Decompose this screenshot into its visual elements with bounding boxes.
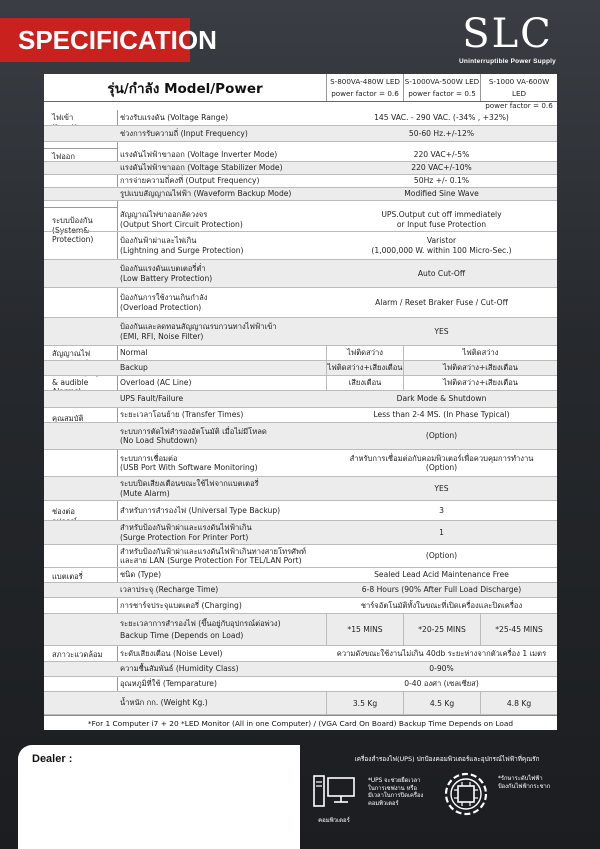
row-label xyxy=(118,523,326,542)
label-th: ระบบการเชื่อมต่อ xyxy=(120,453,178,463)
row-label: เวลาประจุ (Recharge Time) xyxy=(120,585,219,595)
row-value: Modified Sine Wave xyxy=(404,189,479,199)
row-printer xyxy=(44,521,557,545)
label-en: (Mute Alarm) xyxy=(120,488,170,498)
row-value: 50Hz +/- 0.1% xyxy=(413,176,470,186)
row-emi xyxy=(44,318,557,346)
cell-model-2-3: ไฟติดสว่าง+เสียงเตือน xyxy=(403,376,557,390)
model-name: S-1000VA-500W LED xyxy=(404,77,480,86)
row-value: ชาร์จอัตโนมัติทั้งในขณะที่เปิดเครื่องและปิดเครื่อง xyxy=(360,600,523,610)
row-label: ระยะเวลาโอนย้าย (Transfer Times) xyxy=(120,410,244,420)
category-protection: ระบบป้องกัน (System& Protection) xyxy=(44,208,118,420)
row-label: UPS Fault/Failure xyxy=(120,394,184,404)
row-overload xyxy=(44,288,557,318)
row-backup-time xyxy=(44,614,557,646)
row-label: ความชื้นสัมพันธ์ (Humidity Class) xyxy=(120,664,239,674)
cell-model-1: ไฟติดสว่าง+เสียงเตือน xyxy=(326,361,403,375)
row-lightning xyxy=(44,232,557,260)
spec-table xyxy=(44,74,557,730)
row-value: Auto Cut-Off xyxy=(417,268,466,278)
row-value: Less than 2-4 MS. (In Phase Typical) xyxy=(373,410,510,420)
row-value: 50-60 Hz.+/-12% xyxy=(408,128,475,138)
cell-model-1: *15 MINS xyxy=(326,614,403,645)
row-transfer xyxy=(44,408,557,423)
row-value xyxy=(326,210,557,229)
row-label: อุณหภูมิที่ใช้ (Temparature) xyxy=(120,679,217,689)
row-no-load xyxy=(44,423,557,450)
row-output-frequency xyxy=(44,175,557,188)
cell-model-1: 3.5 Kg xyxy=(326,692,403,714)
label-th: ระยะเวลาการสำรองไฟ (ขึ้นอยู่กับอุปกรณ์ต่อพ่วง) xyxy=(120,618,281,628)
value-line: or Input fuse Protection xyxy=(396,219,487,229)
model-pf: power factor = 0.6 xyxy=(331,89,399,98)
value-line: Varistor xyxy=(426,236,457,245)
row-value: 0-40 องศา (เซลเซียส) xyxy=(404,679,479,689)
row-battery-type xyxy=(44,568,557,583)
category-input: ไฟเข้า xyxy=(44,110,118,149)
row-value: 1 xyxy=(439,527,444,537)
model-name: S-1000 VA-600W LED xyxy=(488,77,550,98)
row-label: ช่วงการรับความถี่ (Input Frequency) xyxy=(120,128,248,138)
ups-note: เครื่องสำรองไฟ(UPS) ปกป้องคอมพิวเตอร์และอุปกรณ์ไฟฟ้าที่คุณรัก xyxy=(354,755,540,763)
row-input-frequency xyxy=(44,126,557,142)
row-mute xyxy=(44,477,557,501)
label-th: สำหรับป้องกันฟ้าผ่าและแรงดันไฟฟ้าเกิน xyxy=(120,523,252,532)
row-charging xyxy=(44,598,557,614)
row-tel-lan xyxy=(44,545,557,568)
row-value: Dark Mode & Shutdown xyxy=(396,394,487,404)
logo-tagline: Uninterruptible Power Supply xyxy=(459,58,556,65)
logo-mark: SLC xyxy=(462,11,553,57)
row-value: Sealed Lead Acid Maintenance Free xyxy=(374,570,509,580)
row-label: น้ำหนัก กก. (Weight Kg.) xyxy=(120,698,208,708)
row-label xyxy=(118,322,326,341)
row-label: ช่วงรับแรงดัน (Voltage Range) xyxy=(120,112,229,122)
row-humidity xyxy=(44,662,557,677)
row-value: 220 VAC+/-10% xyxy=(411,163,472,173)
label-en: (No Load Shutdown) xyxy=(120,436,198,445)
category-display: สัญญาณไฟ & audible xyxy=(44,346,118,408)
chip-gear-icon-graphic xyxy=(440,768,492,820)
value-line: สำหรับการเชื่อมต่อกับคอมพิวเตอร์เพื่อควบคุมการทำงาน xyxy=(349,453,534,463)
category-battery: แบตเตอรี่ xyxy=(44,568,118,614)
row-label: Backup xyxy=(120,363,148,373)
row-backup xyxy=(44,361,557,376)
row-value: YES xyxy=(434,326,449,336)
label-th: ป้องกันฟ้าผ่าและไฟเกิน xyxy=(120,236,197,245)
row-value: 0-90% xyxy=(429,664,454,674)
row-label: การจ่ายความถี่คงที่ (Output Frequency) xyxy=(120,176,260,186)
label-th: ระบบปิดเสียงเตือนขณะใช้ไฟจากแบตเตอรี่ xyxy=(120,479,259,488)
cell-model-1: เสียงเตือน xyxy=(326,376,403,390)
row-value: 6-8 Hours (90% After Full Load Discharge) xyxy=(361,585,522,595)
brand-logo xyxy=(459,10,556,65)
row-usb xyxy=(44,450,557,477)
row-label xyxy=(118,427,326,446)
row-label xyxy=(118,619,326,641)
row-value: (Option) xyxy=(425,551,458,561)
row-low-battery xyxy=(44,260,557,288)
row-recharge xyxy=(44,583,557,598)
label-th: ป้องกันการใช้งานเกินกำลัง xyxy=(120,293,208,302)
row-label: รูปแบบสัญญาณไฟฟ้า (Waveform Backup Mode) xyxy=(120,189,292,199)
model-name: S-800VA-480W LED xyxy=(330,77,400,86)
row-label xyxy=(118,264,326,283)
row-label xyxy=(118,454,326,473)
row-value: 3 xyxy=(439,505,444,515)
cell-model-2: 4.5 Kg xyxy=(403,692,480,714)
row-label: สำหรับการสำรองไฟ (Universal Type Backup) xyxy=(120,505,281,515)
row-overload-ac xyxy=(44,376,557,391)
row-label xyxy=(118,547,326,566)
chip-gear-icon xyxy=(440,768,492,820)
category-outlets: ช่องต่อ xyxy=(44,501,118,568)
model-column-1 xyxy=(326,74,403,101)
row-label xyxy=(118,293,326,312)
row-value: Alarm / Reset Braker Fuse / Cut-Off xyxy=(375,297,508,307)
dealer-label: Dealer : xyxy=(32,753,73,765)
cell-model-1: ไฟติดสว่าง xyxy=(326,346,403,360)
row-normal xyxy=(44,346,557,361)
model-pf: power factor = 0.5 xyxy=(408,89,476,98)
row-inverter-mode xyxy=(44,149,557,162)
row-waveform xyxy=(44,188,557,201)
label-en: (Output Short Circuit Protection) xyxy=(120,219,243,229)
label-en: Backup Time (Depends on Load) xyxy=(120,631,244,640)
model-pf: power factor = 0.6 xyxy=(485,101,553,110)
row-stabilizer-mode xyxy=(44,162,557,175)
label-th: สัญญาณไฟขาออกลัดวงจร xyxy=(120,210,208,219)
cell-model-2-3: ไฟติดสว่าง xyxy=(403,346,557,360)
row-label: การชาร์จประจุแบตเตอรี่ (Charging) xyxy=(120,600,242,610)
cell-model-2-3: ไฟติดสว่าง+เสียงเตือน xyxy=(403,361,557,375)
header-title: รุ่น/กำลัง Model/Power xyxy=(107,80,263,97)
label-en: (Low Battery Protection) xyxy=(120,273,213,283)
row-value xyxy=(326,454,557,473)
label-en: และสาย LAN (Surge Protection For TEL/LAN Port) xyxy=(120,556,302,565)
row-label: Overload (AC Line) xyxy=(120,378,192,388)
row-universal xyxy=(44,501,557,521)
dealer-box xyxy=(18,745,300,849)
row-value: 145 VAC. - 290 VAC. (-34% , +32%) xyxy=(374,112,509,122)
cell-model-2: *20-25 MINS xyxy=(403,614,480,645)
row-label: แรงดันไฟฟ้าขาออก (Voltage Inverter Mode) xyxy=(120,150,278,160)
label-en: (EMI, RFI, Noise Filter) xyxy=(120,331,204,341)
label-th: สำหรับป้องกันฟ้าผ่าและแรงดันไฟฟ้าเกินทางสายโทรศัพท์ xyxy=(120,546,307,556)
row-short-circuit xyxy=(44,208,557,232)
category-feature: คุณสมบัติ xyxy=(44,408,118,501)
label-en: (Overload Protection) xyxy=(120,302,202,312)
model-column-3 xyxy=(480,74,557,110)
label-th: ป้องกันแรงดันแบตเตอรี่ต่ำ xyxy=(120,264,206,273)
row-label xyxy=(118,210,326,229)
table-header xyxy=(44,74,557,110)
label-th: ระบบการตัดไฟสำรองอัตโนมัติ เมื่อไม่มีโหลด xyxy=(120,426,267,436)
value-line: (1,000,000 W. within 100 Micro-Sec.) xyxy=(371,245,512,255)
specification-banner: SPECIFICATION xyxy=(0,18,190,62)
row-value xyxy=(326,236,557,255)
row-weight xyxy=(44,692,557,715)
computer-icon-graphic xyxy=(312,770,356,814)
row-value: YES xyxy=(434,483,449,493)
computer-caption: คอมพิวเตอร์ xyxy=(318,817,350,824)
computer-note: *UPS จะช่วยยืดเวลา ในการเซฟงาน หรือ มีเวลาในการปิดเครื่อง คอมพิวเตอร์ xyxy=(368,778,424,807)
row-temperature xyxy=(44,677,557,692)
category-output: ไฟออก xyxy=(44,149,118,208)
row-label: ระดับเสียงเตือน (Noise Level) xyxy=(120,648,223,658)
row-value: ความดังขณะใช้งานไม่เกิน 40db ระยะห่างจากตัวเครื่อง 1 เมตร xyxy=(336,648,547,658)
cell-model-3: 4.8 Kg xyxy=(480,692,557,714)
computer-icon xyxy=(312,770,356,825)
row-label xyxy=(118,479,326,498)
model-column-2 xyxy=(403,74,480,101)
row-voltage-range xyxy=(44,110,557,126)
row-fault xyxy=(44,391,557,408)
row-label: แรงดันไฟฟ้าขาออก (Voltage Stabilizer Mode) xyxy=(120,163,283,173)
label-en: (USB Port With Software Monitoring) xyxy=(120,463,258,472)
row-noise xyxy=(44,646,557,662)
row-label: Normal xyxy=(120,348,148,358)
row-value: (Option) xyxy=(425,431,458,441)
row-label xyxy=(118,236,326,255)
value-line: (Option) xyxy=(425,463,458,472)
label-th: ป้องกันและลดทอนสัญญาณรบกวนทางไฟฟ้าเข้า xyxy=(120,322,277,331)
label-en: (Lightning and Surge Protection) xyxy=(120,245,244,255)
footnote: *For 1 Computer i7 + 20 *LED Monitor (All in one Computer) / (VGA Card On Board) Backup Time Depends on Load xyxy=(44,715,557,730)
chip-note: *รักษาระดับไฟฟ้า ป้องกันไฟฟ้ากระชาก xyxy=(498,776,551,790)
category-environment: สภาวะแวดล้อม xyxy=(44,646,118,692)
cell-model-3: *25-45 MINS xyxy=(480,614,557,645)
value-line: UPS.Output cut off immediately xyxy=(381,210,502,219)
row-label: ชนิด (Type) xyxy=(120,570,162,580)
label-en: (Surge Protection For Printer Port) xyxy=(120,532,249,542)
row-value: 220 VAC+/-5% xyxy=(413,150,470,160)
